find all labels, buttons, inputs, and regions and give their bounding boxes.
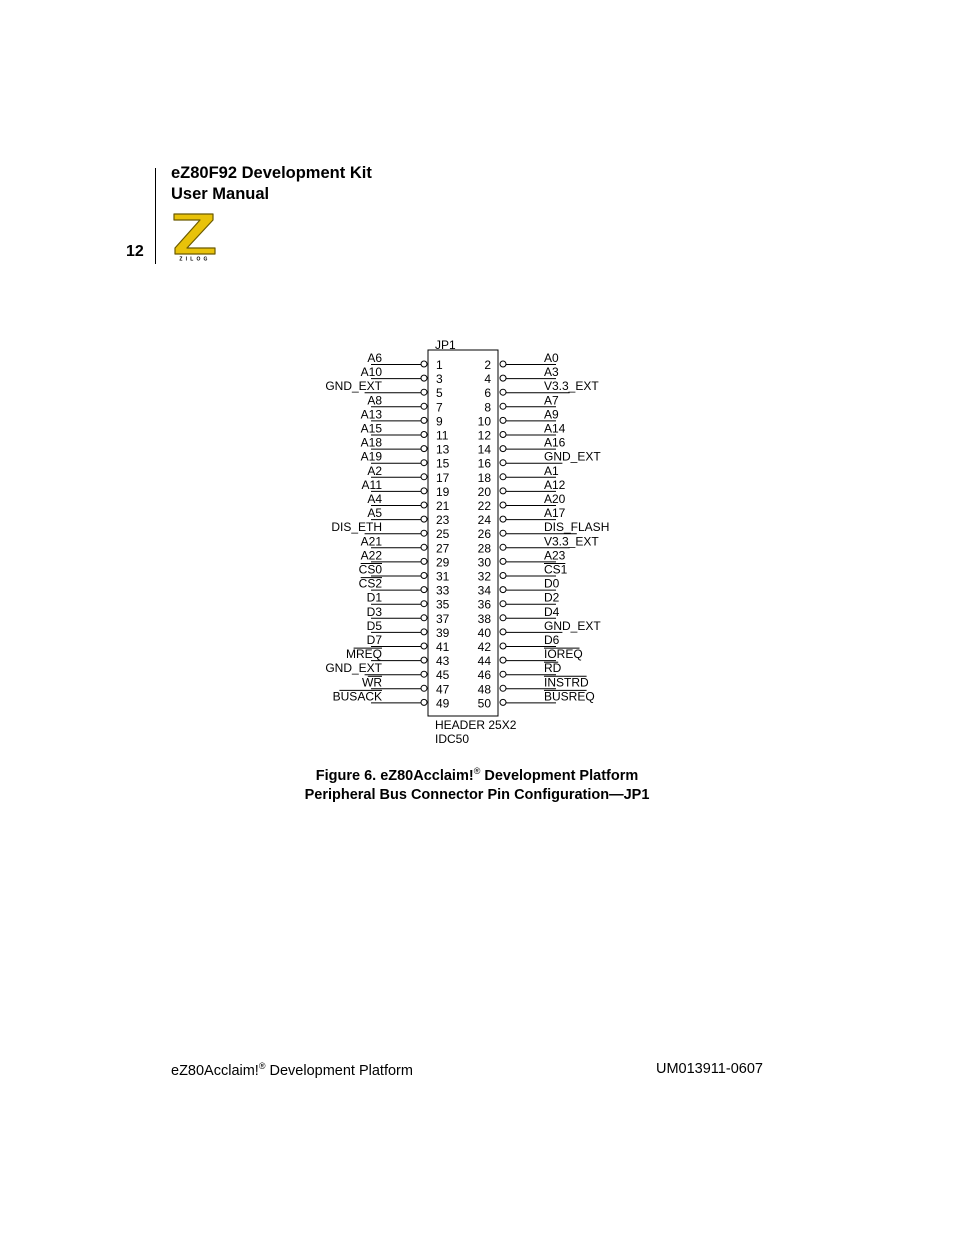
pin-40-net-label: GND_EXT [544,618,601,633]
pin-50-net-label: BUSREQ [544,689,595,704]
pin-15-number: 15 [436,456,450,471]
pin-47-terminal [421,685,427,691]
pin-19-terminal [421,488,427,494]
document-title-line2: User Manual [171,185,270,203]
pin-19-net-label: A11 [361,477,382,492]
pin-10-number: 10 [477,414,491,429]
pin-28-number: 28 [477,541,491,556]
pin-43-terminal [421,657,427,663]
connector-ref-label: JP1 [435,338,456,352]
pin-3-terminal [421,375,427,381]
pin-9-terminal [421,417,427,423]
page-number: 12 [126,243,144,260]
pin-38-terminal [500,615,506,621]
pin-47-number: 47 [436,682,450,697]
pin-9-number: 9 [436,414,443,429]
pin-4-number: 4 [484,372,491,387]
pin-41-net-label: D7 [366,633,382,647]
pin-11-number: 11 [436,428,449,443]
pin-16-terminal [500,460,506,466]
pin-39-net-label: D5 [366,618,382,633]
pin-8-terminal [500,403,506,409]
pin-31-terminal [421,573,427,579]
pin-36-net-label: D2 [544,590,560,605]
pin-23-terminal [421,516,427,522]
pin-49-net-label: BUSACK [332,689,382,704]
pin-37-net-label: D3 [366,604,382,619]
pin-48-number: 48 [477,682,491,697]
pin-34-terminal [500,587,506,593]
pin-40-number: 40 [477,625,491,640]
pin-16-number: 16 [477,456,491,471]
pin-14-terminal [500,446,506,452]
pin-3-net-label: A10 [360,365,382,380]
pin-23-number: 23 [436,513,450,528]
pin-26-net-label: DIS_FLASH [544,520,610,535]
pin-33-terminal [421,587,427,593]
pin-13-terminal [421,446,427,452]
pin-35-terminal [421,601,427,607]
pin-21-number: 21 [436,499,450,513]
pin-6-number: 6 [484,386,491,401]
pin-9-net-label: A13 [360,407,382,422]
pin-27-number: 27 [436,541,450,556]
pin-13-number: 13 [436,442,450,457]
pin-35-net-label: D1 [366,590,382,605]
pin-8-number: 8 [484,400,491,415]
logo-wordmark: ZILOG [179,256,211,261]
footer-doc-number: UM013911-0607 [656,1061,763,1077]
pin-39-number: 39 [436,625,450,640]
pin-5-number: 5 [436,386,443,401]
pin-32-net-label: CS1 [544,562,568,577]
pin-21-net-label: A4 [367,492,382,506]
pin-41-number: 41 [436,640,450,654]
pin-30-terminal [500,558,506,564]
pin-14-number: 14 [477,442,491,457]
pin-41-terminal [421,643,427,649]
pin-33-net-label: CS2 [358,576,382,591]
pin-29-number: 29 [436,555,450,570]
pin-37-number: 37 [436,611,450,626]
pin-4-terminal [500,375,506,381]
pin-25-terminal [421,530,427,536]
pin-12-terminal [500,432,506,438]
pin-25-number: 25 [436,527,450,542]
connector-pins [325,351,609,710]
pin-17-number: 17 [436,470,450,485]
pin-35-number: 35 [436,597,450,612]
pin-8-net-label: A7 [544,393,559,408]
pin-14-net-label: A16 [544,435,566,450]
pin-5-net-label: GND_EXT [325,379,382,394]
pin-13-net-label: A18 [360,435,382,450]
pin-31-number: 31 [436,569,450,584]
pin-2-net-label: A0 [544,351,559,365]
pin-36-number: 36 [477,597,491,612]
pin-34-number: 34 [477,583,491,598]
pin-44-net-label: IOREQ [544,647,583,662]
pin-27-net-label: A21 [360,534,382,549]
pin-42-net-label: D6 [544,633,560,647]
pin-44-terminal [500,657,506,663]
pin-31-net-label: CS0 [358,562,382,577]
pin-33-number: 33 [436,583,450,598]
pin-42-number: 42 [477,640,491,654]
pin-47-net-label: WR [362,675,382,690]
pin-7-terminal [421,403,427,409]
pin-45-net-label: GND_EXT [325,661,382,676]
pin-19-number: 19 [436,484,450,499]
pin-7-net-label: A8 [367,393,382,408]
pin-36-terminal [500,601,506,607]
pin-38-net-label: D4 [544,604,560,619]
pin-29-net-label: A22 [360,548,382,563]
pin-26-terminal [500,530,506,536]
figure-caption [200,762,754,805]
pin-1-net-label: A6 [367,351,382,365]
pin-16-net-label: GND_EXT [544,449,601,464]
pin-32-terminal [500,573,506,579]
pin-6-terminal [500,389,506,395]
pin-18-net-label: A1 [544,463,559,478]
footer-product: eZ80Acclaim!® Development Platform [171,1061,413,1079]
pin-20-terminal [500,488,506,494]
pin-45-number: 45 [436,668,450,683]
document-title-line1: eZ80F92 Development Kit [171,164,372,182]
pin-38-number: 38 [477,611,491,626]
pin-32-number: 32 [477,569,491,584]
pin-1-number: 1 [436,358,443,372]
pin-28-terminal [500,544,506,550]
figure-caption-line2: Peripheral Bus Connector Pin Configuration—JP1 [304,786,650,803]
pin-30-number: 30 [477,555,491,570]
pin-6-net-label: V3.3_EXT [544,379,599,394]
pin-10-net-label: A9 [544,407,559,422]
pin-15-net-label: A19 [360,449,382,464]
pin-25-net-label: DIS_ETH [331,520,382,535]
pin-49-terminal [421,699,427,705]
pin-22-number: 22 [477,499,491,513]
pin-46-net-label: RD [544,661,562,676]
pin-17-terminal [421,474,427,480]
pin-27-terminal [421,544,427,550]
pin-23-net-label: A5 [367,506,382,521]
pin-43-net-label: MREQ [346,647,382,662]
pin-37-terminal [421,615,427,621]
pin-24-number: 24 [477,513,491,528]
connector-package-label: IDC50 [435,732,470,746]
pin-10-terminal [500,417,506,423]
pin-40-terminal [500,629,506,635]
pin-11-terminal [421,432,427,438]
pin-28-net-label: V3.3_EXT [544,534,599,549]
pin-24-net-label: A17 [544,506,566,521]
pin-49-number: 49 [436,696,450,711]
pin-34-net-label: D0 [544,576,560,591]
pin-46-terminal [500,671,506,677]
pin-46-number: 46 [477,668,491,683]
pin-50-number: 50 [477,696,491,711]
pin-22-terminal [500,502,506,508]
pin-3-number: 3 [436,372,443,387]
figure-caption-line1: Figure 6. eZ80Acclaim!® Development Platform [315,766,639,784]
pin-44-number: 44 [477,654,491,669]
pin-17-net-label: A2 [367,463,382,478]
pin-39-terminal [421,629,427,635]
pin-18-number: 18 [477,470,491,485]
pin-48-net-label: INSTRD [544,675,589,690]
pin-2-terminal [500,361,506,367]
pin-48-terminal [500,685,506,691]
pin-20-net-label: A12 [544,477,566,492]
pin-18-terminal [500,474,506,480]
pin-7-number: 7 [436,400,443,415]
pin-43-number: 43 [436,654,450,669]
pin-42-terminal [500,643,506,649]
connector-part-label: HEADER 25X2 [435,718,517,732]
pin-24-terminal [500,516,506,522]
pin-15-terminal [421,460,427,466]
pin-22-net-label: A20 [544,492,566,506]
pin-11-net-label: A15 [360,421,382,436]
pin-21-terminal [421,502,427,508]
pin-5-terminal [421,389,427,395]
pin-29-terminal [421,558,427,564]
pin-45-terminal [421,671,427,677]
pin-12-number: 12 [477,428,491,443]
pin-20-number: 20 [477,484,491,499]
pin-4-net-label: A3 [544,365,559,380]
pin-12-net-label: A14 [544,421,566,436]
pin-2-number: 2 [484,358,491,372]
pin-50-terminal [500,699,506,705]
pin-26-number: 26 [477,527,491,542]
pin-30-net-label: A23 [544,548,566,563]
pin-1-terminal [421,361,427,367]
